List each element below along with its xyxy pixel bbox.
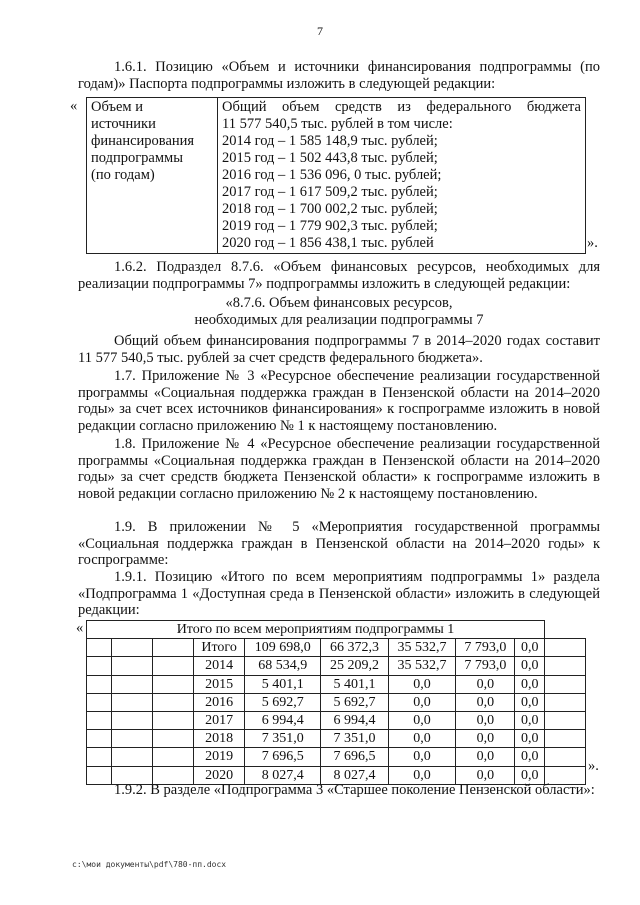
financing-row: [87, 98, 586, 254]
table-cell: 0,0: [456, 675, 515, 693]
table-cell: 0,0: [388, 693, 456, 711]
table-cell: 5 692,7: [321, 693, 389, 711]
table-row: [87, 693, 586, 711]
table-cell: 0,0: [388, 675, 456, 693]
financing-value-line: 2020 год – 1 856 438,1 тыс. рублей: [222, 235, 434, 251]
financing-value-line: 2018 год – 1 700 002,2 тыс. рублей;: [222, 201, 438, 217]
financing-label-line: подпрограммы: [91, 150, 183, 166]
table-cell: Итого: [194, 639, 245, 657]
table-cell: 0,0: [456, 693, 515, 711]
totals-table: [86, 620, 586, 785]
paragraph-1-7: 1.7. Приложение № 3 «Ресурсное обеспечение реализации государственной программы «Социальная поддержка граждан в Пензенской области на 2014–2020 годы» за счет всех источников финансирования» к госпрограмме изложить в новой редакции согласно приложению № 1 к настоящему постановлению.: [78, 368, 600, 434]
table-cell: 6 994,4: [321, 712, 389, 730]
table-cell: 25 209,2: [321, 657, 389, 675]
table-cell: 7 696,5: [245, 748, 321, 766]
section-heading-8-7-6-line1: «8.7.6. Объем финансовых ресурсов,: [225, 295, 453, 311]
table-cell: 7 696,5: [321, 748, 389, 766]
financing-value-line: 2014 год – 1 585 148,9 тыс. рублей;: [222, 133, 438, 149]
fin-table-open-quote: «: [70, 98, 78, 114]
table-cell: 0,0: [515, 675, 545, 693]
table-cell: 7 351,0: [245, 730, 321, 748]
table-cell: 0,0: [456, 730, 515, 748]
paragraph-1-8: 1.8. Приложение № 4 «Ресурсное обеспечение реализации государственной программы «Социальная поддержка граждан в Пензенской области на 2014–2020 годы» за счет средств бюджета Пензенской области» к госпрограмме изложить в новой редакции согласно приложению № 2 к настоящему постановлению.: [78, 436, 600, 502]
financing-label-line: (по годам): [91, 167, 155, 183]
table-row: [87, 639, 586, 657]
financing-value-line: 11 577 540,5 тыс. рублей в том числе:: [222, 116, 453, 132]
table-cell: 35 532,7: [388, 639, 456, 657]
table-cell: 0,0: [388, 712, 456, 730]
table-cell: 0,0: [388, 748, 456, 766]
table-cell: 35 532,7: [388, 657, 456, 675]
totals-table-open-quote: «: [76, 620, 84, 636]
table-cell: 6 994,4: [245, 712, 321, 730]
table-row: [87, 675, 586, 693]
financing-value-line: Общий объем средств из федерального бюджета: [222, 99, 581, 115]
paragraph-total-financing: Общий объем финансирования подпрограммы 7 в 2014–2020 годах составит 11 577 540,5 тыс. рублей за счет средств федерального бюджета».: [78, 333, 600, 366]
financing-value-line: 2019 год – 1 779 902,3 тыс. рублей;: [222, 218, 438, 234]
table-cell: 7 351,0: [321, 730, 389, 748]
table-cell: 5 401,1: [245, 675, 321, 693]
table-cell: 109 698,0: [245, 639, 321, 657]
table-cell: 0,0: [456, 766, 515, 784]
table-cell: 0,0: [456, 748, 515, 766]
table-cell: 0,0: [515, 639, 545, 657]
paragraph-1-9-1: 1.9.1. Позицию «Итого по всем мероприятиям подпрограммы 1» раздела «Подпрограмма 1 «Доступная среда в Пензенской области» изложить в следующей редакции:: [78, 569, 600, 618]
table-cell: 5 401,1: [321, 675, 389, 693]
table-cell: 5 692,7: [245, 693, 321, 711]
table-cell: 2015: [194, 675, 245, 693]
table-cell: 0,0: [515, 766, 545, 784]
table-cell: 0,0: [515, 693, 545, 711]
paragraph-1-9-2: 1.9.2. В разделе «Подпрограмма 3 «Старшее поколение Пензенской области»:: [114, 782, 595, 798]
table-cell: 0,0: [515, 730, 545, 748]
table-cell: 2016: [194, 693, 245, 711]
section-heading-8-7-6-line2: необходимых для реализации подпрограммы 7: [194, 312, 484, 328]
financing-label-cell: [87, 98, 218, 254]
paragraph-1-6-2: 1.6.2. Подраздел 8.7.6. «Объем финансовых ресурсов, необходимых для реализации подпрограммы 7» подпрограммы изложить в следующей редакции:: [78, 259, 600, 292]
financing-value-line: 2017 год – 1 617 509,2 тыс. рублей;: [222, 184, 438, 200]
financing-value-cell: [218, 98, 586, 254]
table-row: [87, 730, 586, 748]
table-cell: 0,0: [515, 748, 545, 766]
financing-label-line: Объем и: [91, 99, 143, 115]
paragraph-1-9: 1.9. В приложении № 5 «Мероприятия государственной программы «Социальная поддержка граждан в Пензенской области на 2014–2020 годы» к госпрограмме:: [78, 519, 600, 568]
table-row: [87, 657, 586, 675]
table-cell: 66 372,3: [321, 639, 389, 657]
footer-file-path: c:\мои документы\pdf\780-пп.docx: [72, 860, 227, 869]
table-cell: 0,0: [515, 657, 545, 675]
financing-label-line: источники: [91, 116, 156, 132]
table-cell: 2017: [194, 712, 245, 730]
table-row: [87, 712, 586, 730]
table-cell: 7 793,0: [456, 657, 515, 675]
financing-table: [86, 97, 586, 254]
totals-header-cell: Итого по всем мероприятиям подпрограммы 1: [87, 621, 545, 639]
table-cell: 2014: [194, 657, 245, 675]
table-cell: 2020: [194, 766, 245, 784]
table-cell: 8 027,4: [245, 766, 321, 784]
paragraph-1-6-1: 1.6.1. Позицию «Объем и источники финансирования подпрограммы (по годам)» Паспорта подпрограммы изложить в следующей редакции:: [78, 59, 600, 92]
table-cell: 0,0: [388, 766, 456, 784]
table-cell: 0,0: [388, 730, 456, 748]
financing-label-line: финансирования: [91, 133, 195, 149]
totals-table-close-quote: ».: [588, 758, 599, 774]
page-number: 7: [317, 24, 323, 38]
table-row: [87, 748, 586, 766]
table-cell: 7 793,0: [456, 639, 515, 657]
table-cell: 2018: [194, 730, 245, 748]
table-cell: 0,0: [515, 712, 545, 730]
table-cell: 0,0: [456, 712, 515, 730]
table-cell: 68 534,9: [245, 657, 321, 675]
financing-value-line: 2016 год – 1 536 096, 0 тыс. рублей;: [222, 167, 442, 183]
totals-header-row: [87, 621, 586, 639]
fin-table-close-quote: ».: [587, 235, 598, 251]
table-cell: 8 027,4: [321, 766, 389, 784]
financing-value-line: 2015 год – 1 502 443,8 тыс. рублей;: [222, 150, 438, 166]
table-cell: 2019: [194, 748, 245, 766]
